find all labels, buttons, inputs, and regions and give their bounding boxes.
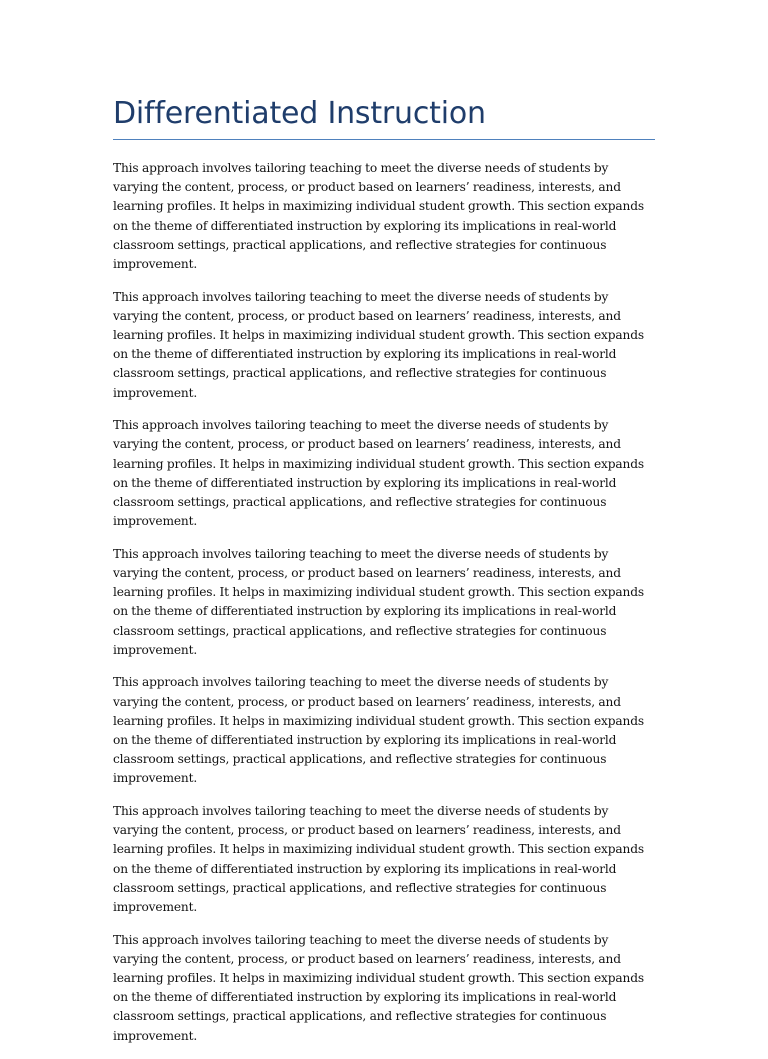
title-underline-divider xyxy=(113,139,655,140)
body-paragraph-4: This approach involves tailoring teaching to meet the diverse needs of students by varying the content, process, or product based on learners’ readiness, interests, and learning profiles. It helps in maximizing individual student growth. This section expands on the theme of differentiated instruction by exploring its implications in real-world classroom settings, practical applications, and reflective strategies for continuous improvement. xyxy=(113,546,644,657)
body-paragraph-1: This approach involves tailoring teaching to meet the diverse needs of students by varying the content, process, or product based on learners’ readiness, interests, and learning profiles. It helps in maximizing individual student growth. This section expands on the theme of differentiated instruction by exploring its implications in real-world classroom settings, practical applications, and reflective strategies for continuous improvement. xyxy=(113,161,644,272)
body-paragraph-2: This approach involves tailoring teaching to meet the diverse needs of students by varying the content, process, or product based on learners’ readiness, interests, and learning profiles. It helps in maximizing individual student growth. This section expands on the theme of differentiated instruction by exploring its implications in real-world classroom settings, practical applications, and reflective strategies for continuous improvement. xyxy=(113,289,644,400)
body-paragraph-3: This approach involves tailoring teaching to meet the diverse needs of students by varying the content, process, or product based on learners’ readiness, interests, and learning profiles. It helps in maximizing individual student growth. This section expands on the theme of differentiated instruction by exploring its implications in real-world classroom settings, practical applications, and reflective strategies for continuous improvement. xyxy=(113,418,644,529)
document-page xyxy=(113,92,655,1059)
document-title: Differentiated Instruction xyxy=(113,96,486,131)
body-paragraph-6: This approach involves tailoring teaching to meet the diverse needs of students by varying the content, process, or product based on learners’ readiness, interests, and learning profiles. It helps in maximizing individual student growth. This section expands on the theme of differentiated instruction by exploring its implications in real-world classroom settings, practical applications, and reflective strategies for continuous improvement. xyxy=(113,804,644,915)
body-paragraph-7: This approach involves tailoring teaching to meet the diverse needs of students by varying the content, process, or product based on learners’ readiness, interests, and learning profiles. It helps in maximizing individual student growth. This section expands on the theme of differentiated instruction by exploring its implications in real-world classroom settings, practical applications, and reflective strategies for continuous improvement. xyxy=(113,932,644,1043)
body-paragraph-5: This approach involves tailoring teaching to meet the diverse needs of students by varying the content, process, or product based on learners’ readiness, interests, and learning profiles. It helps in maximizing individual student growth. This section expands on the theme of differentiated instruction by exploring its implications in real-world classroom settings, practical applications, and reflective strategies for continuous improvement. xyxy=(113,675,644,786)
